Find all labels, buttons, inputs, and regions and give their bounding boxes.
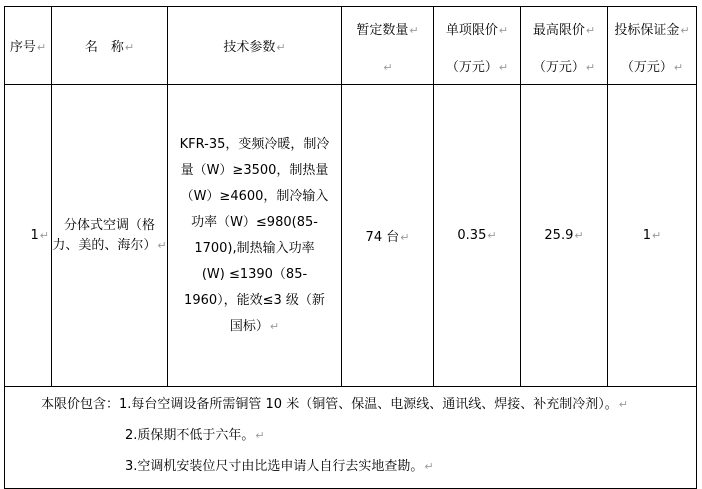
paragraph-mark: ↵	[383, 60, 393, 74]
paragraph-mark: ↵	[157, 238, 167, 252]
header-qty: 暂定数量↵ ↵	[342, 7, 434, 85]
row-no: 1↵	[5, 85, 52, 387]
row-max-price: 25.9↵	[521, 85, 608, 387]
spec-line: 量（W）≥3500，制热量	[180, 162, 329, 178]
header-unit-price: 单项限价↵ （万元）↵	[434, 7, 521, 85]
notes-row	[5, 387, 697, 489]
header-no: 序号↵	[5, 7, 52, 85]
paragraph-mark: ↵	[652, 229, 662, 242]
note-line: 3.空调机安装位尺寸由比选申请人自行去实地查勘。↵	[125, 459, 434, 474]
paragraph-mark: ↵	[255, 429, 265, 442]
paragraph-mark: ↵	[269, 319, 280, 333]
header-name: 名 称↵	[52, 7, 168, 85]
paragraph-mark: ↵	[487, 229, 497, 242]
note-line: 2.质保期不低于六年。↵	[125, 428, 265, 443]
spec-line: 国标）↵	[229, 318, 280, 334]
row-qty: 74 台↵	[342, 85, 434, 387]
header-spec: 技术参数↵	[168, 7, 342, 85]
paragraph-mark: ↵	[498, 23, 509, 37]
spec-line: (W) ≤1390（85-	[201, 266, 308, 282]
header-row	[5, 7, 697, 85]
paragraph-mark: ↵	[276, 41, 286, 54]
table-row	[5, 85, 697, 387]
paragraph-mark: ↵	[36, 41, 47, 54]
paragraph-mark: ↵	[400, 231, 410, 244]
spec-line: KFR-35，变频冷暖，制冷	[179, 136, 330, 152]
paragraph-mark: ↵	[585, 60, 596, 74]
paragraph-mark: ↵	[424, 460, 434, 473]
header-deposit: 投标保证金↵ （万元）↵	[608, 7, 697, 85]
row-name: 分体式空调（格力、美的、海尔）↵	[52, 85, 168, 387]
paragraph-mark: ↵	[680, 23, 690, 37]
paragraph-mark: ↵	[585, 23, 596, 37]
paragraph-mark: ↵	[124, 41, 135, 54]
note-line: 本限价包含：1.每台空调设备所需铜管 10 米（铜管、保温、电源线、通讯线、焊接、补充制冷剂）。↵	[41, 397, 628, 412]
paragraph-mark: ↵	[498, 60, 509, 74]
row-unit-price: 0.35↵	[434, 85, 521, 387]
spec-line: 功率（W）≤980(85-	[191, 214, 318, 230]
paragraph-mark: ↵	[409, 23, 419, 37]
row-spec	[168, 85, 342, 387]
paragraph-mark: ↵	[39, 229, 49, 242]
paragraph-mark: ↵	[618, 398, 628, 411]
paragraph-mark: ↵	[574, 229, 584, 242]
spec-line: （W）≥4600，制冷输入	[180, 188, 329, 204]
spec-line: 1700),制热输入功率	[194, 240, 315, 256]
spec-line: 1960），能效≤3 级（新	[184, 292, 325, 308]
price-notes	[5, 387, 697, 489]
header-max-price: 最高限价↵ （万元）↵	[521, 7, 608, 85]
paragraph-mark: ↵	[673, 60, 684, 74]
price-limit-table	[4, 6, 697, 489]
row-deposit: 1↵	[608, 85, 697, 387]
